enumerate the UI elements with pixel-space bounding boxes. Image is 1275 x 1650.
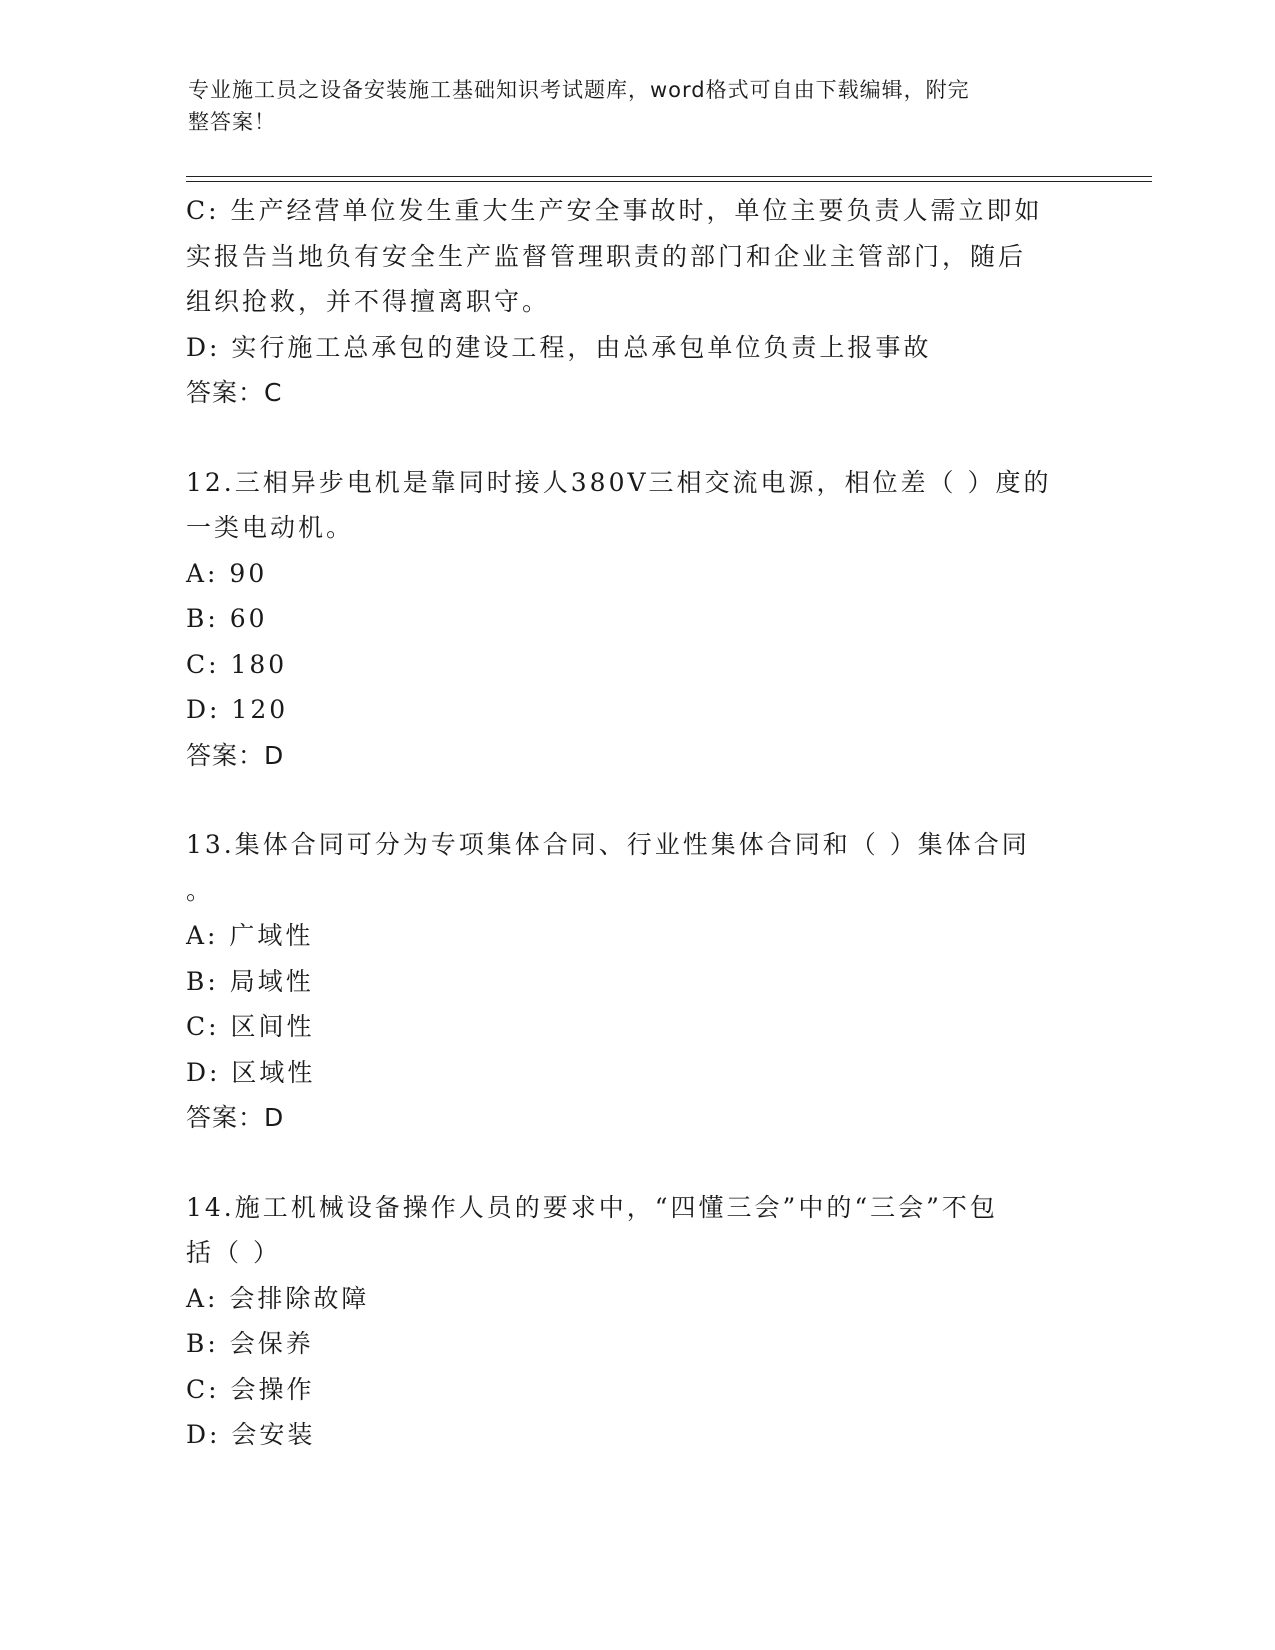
option-b: B: 局域性 — [186, 966, 314, 996]
header-divider-top — [186, 176, 1152, 177]
option-d: D: 会安装 — [186, 1420, 316, 1449]
option-c: C: 会操作 — [186, 1374, 315, 1404]
option-a: A: 会排除故障 — [186, 1283, 370, 1313]
question-stem-line: 括（ ） — [186, 1238, 281, 1267]
answer: 答案：D — [186, 740, 285, 770]
question-stem-line: 14.施工机械设备操作人员的要求中，“四懂三会”中的“三会”不包 — [186, 1192, 998, 1222]
question-stem-line: 一类电动机。 — [186, 513, 355, 542]
option-b: B: 60 — [186, 604, 268, 633]
document-header — [188, 74, 1068, 138]
header-title-line-2: 整答案！ — [188, 110, 276, 134]
question-12 — [186, 460, 1086, 779]
option-d: D: 实行施工总承包的建设工程，由总承包单位负责上报事故 — [186, 332, 932, 362]
option-a: A: 90 — [186, 558, 268, 588]
document-body — [186, 188, 1086, 1458]
option-c-line: 组织抢救，并不得擅离职守。 — [186, 287, 551, 316]
option-a: A: 广域性 — [186, 921, 314, 950]
option-d: D: 区域性 — [186, 1057, 316, 1087]
question-11-continued — [186, 188, 1086, 416]
question-stem-line: 。 — [186, 875, 215, 905]
question-stem-line: 12.三相异步电机是靠同时接人380V三相交流电源，相位差（ ）度的 — [186, 467, 1052, 497]
header-title-line-1: 专业施工员之设备安装施工基础知识考试题库，word格式可自由下载编辑，附完 — [188, 78, 970, 102]
question-stem-line: 13.集体合同可分为专项集体合同、行业性集体合同和（ ）集体合同 — [186, 830, 1030, 859]
option-c: C: 180 — [186, 649, 288, 679]
header-divider-bottom — [186, 181, 1152, 182]
option-c-line: C: 生产经营单位发生重大生产安全事故时，单位主要负责人需立即如 — [186, 196, 1043, 225]
option-c-line: 实报告当地负有安全生产监督管理职责的部门和企业主管部门，随后 — [186, 241, 1027, 271]
answer: 答案：C — [186, 378, 283, 407]
option-d: D: 120 — [186, 695, 289, 724]
answer: 答案：D — [186, 1103, 285, 1132]
question-13 — [186, 822, 1086, 1141]
question-14 — [186, 1185, 1086, 1458]
option-c: C: 区间性 — [186, 1012, 315, 1041]
option-b: B: 会保养 — [186, 1329, 314, 1358]
